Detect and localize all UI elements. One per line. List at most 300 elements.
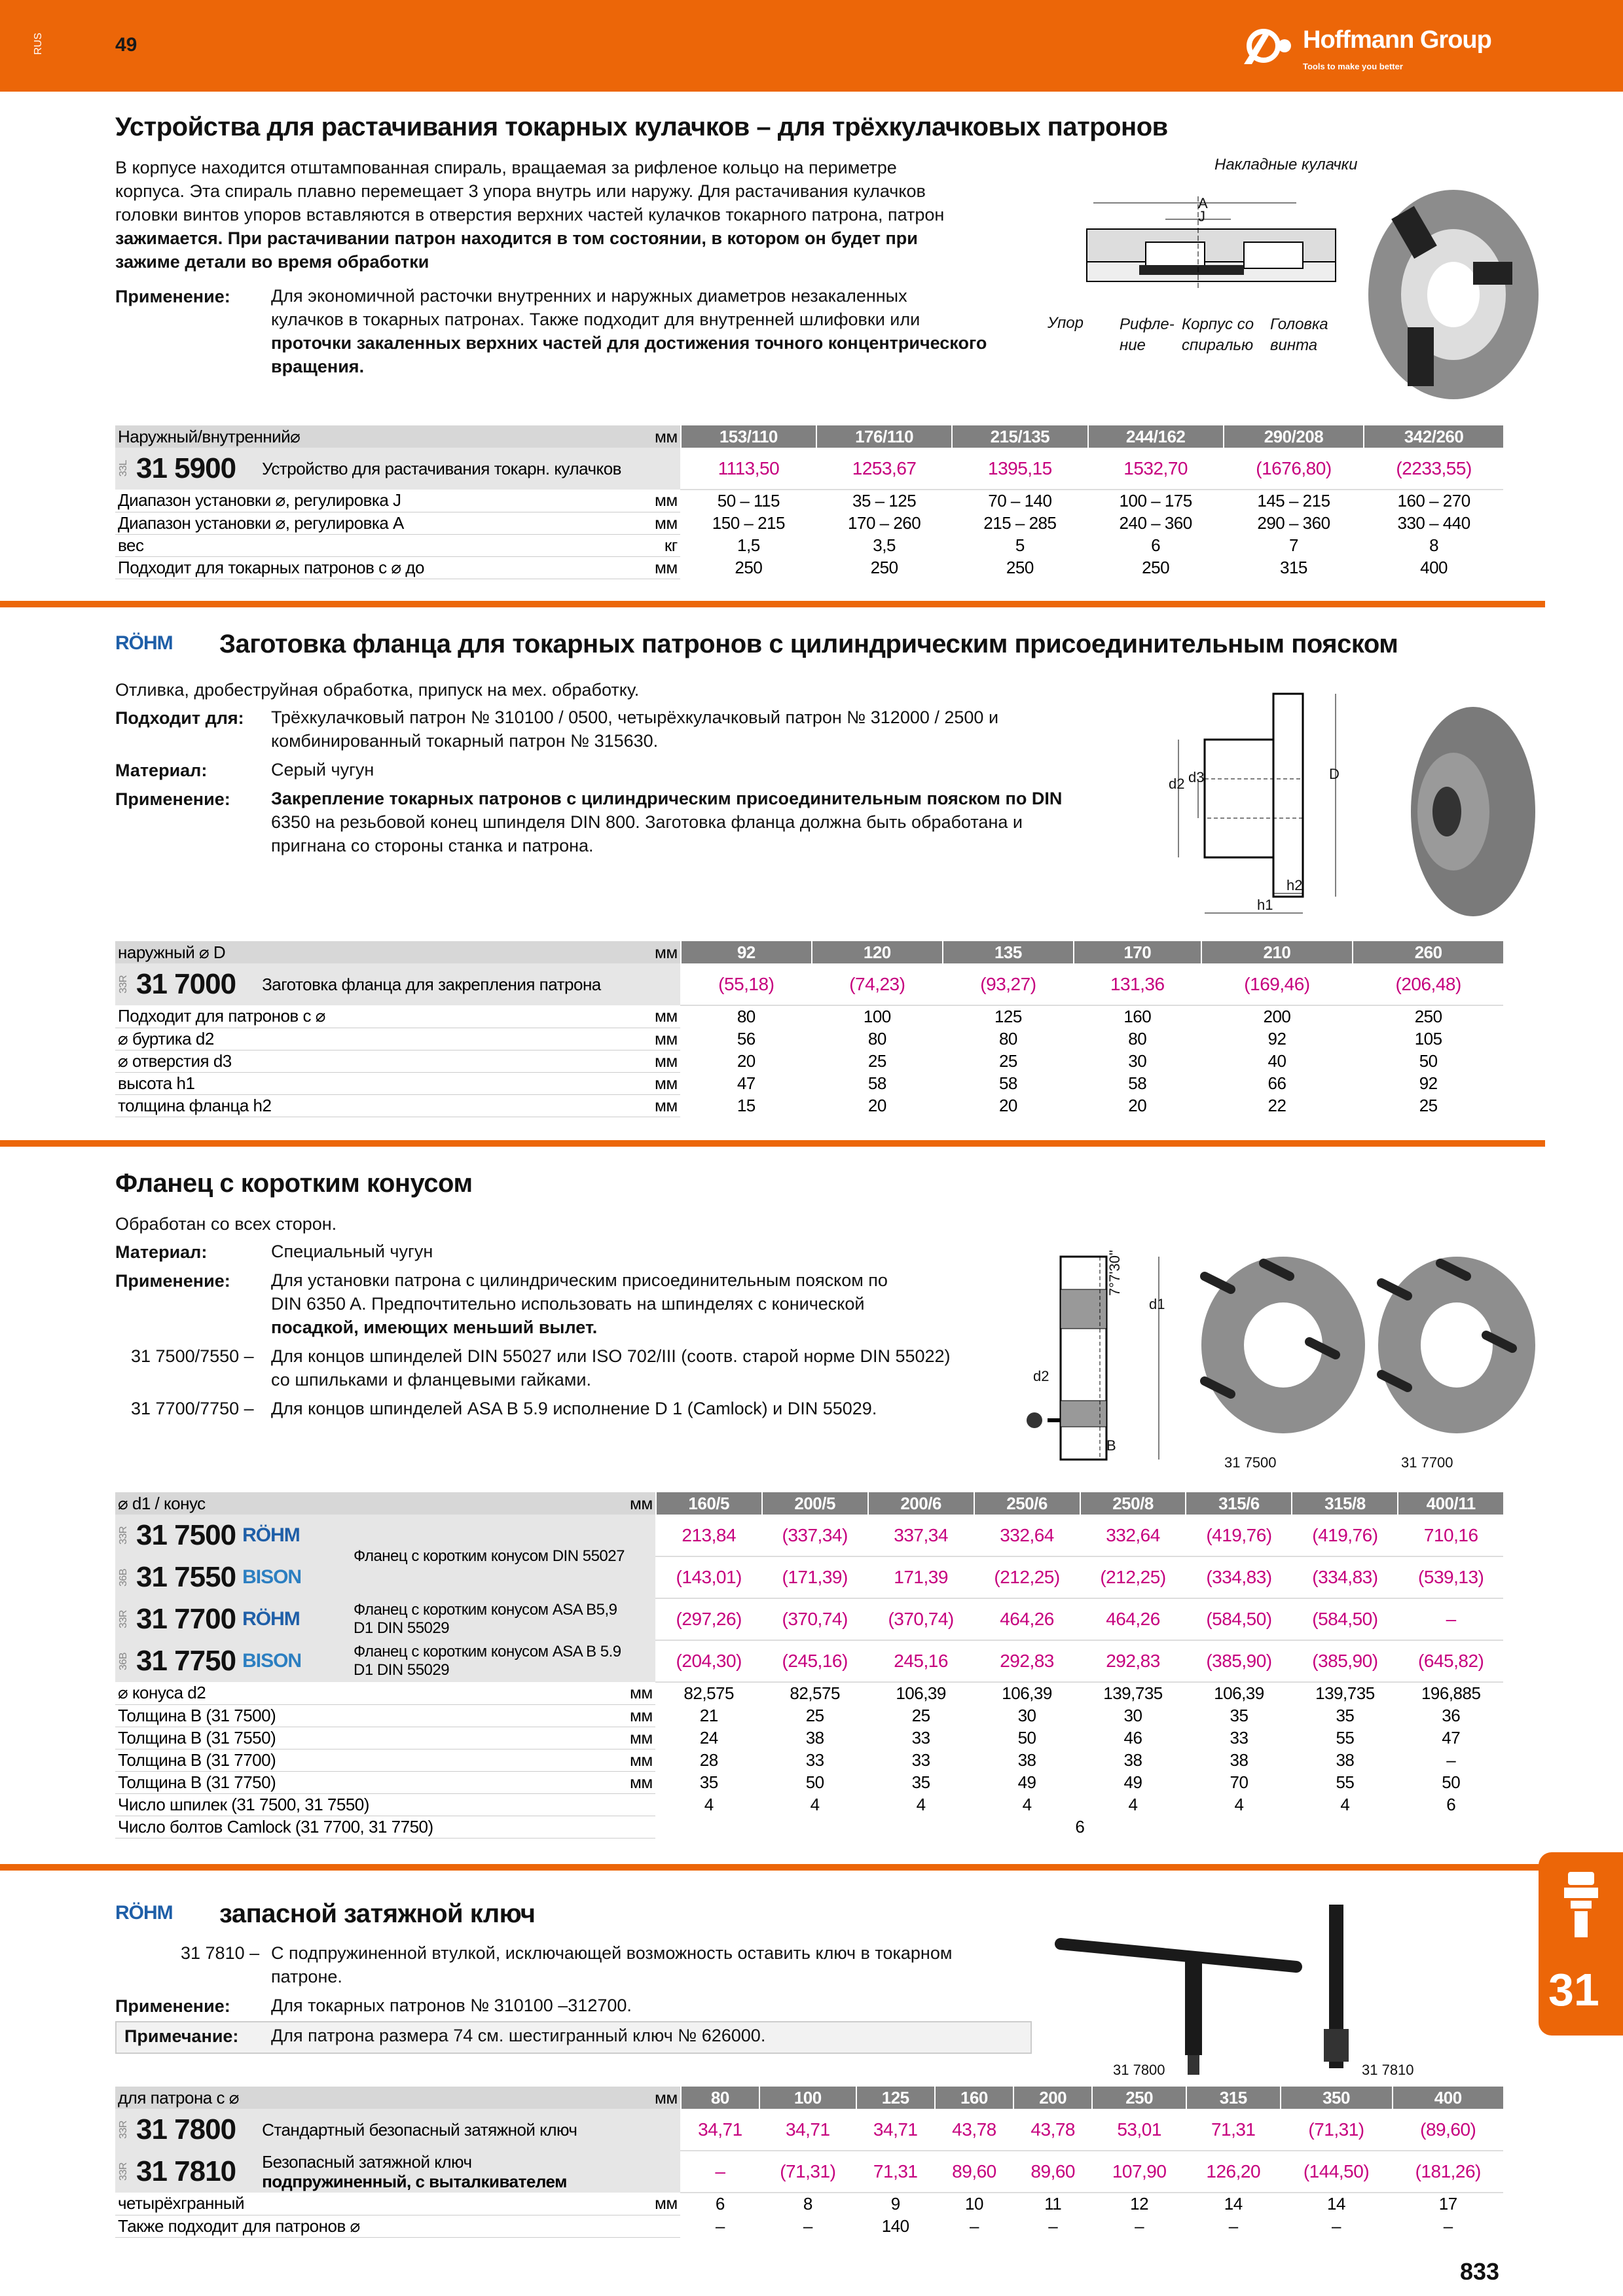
s3-article-7750[interactable] (115, 1640, 351, 1682)
cell: 70 (1186, 1771, 1292, 1793)
s2-col: 260 (1353, 941, 1503, 963)
cell: – (1281, 2215, 1393, 2237)
price-cell: 126,20 (1186, 2151, 1281, 2193)
cell: 139,735 (1292, 1682, 1398, 1704)
cell: 200 (1201, 1005, 1353, 1028)
cell: 25 (868, 1704, 974, 1727)
row-label: Толщина B (31 7550) (115, 1727, 627, 1749)
s2-line1: Отливка, дробеструйная обработка, припуск на мех. обработку. (115, 680, 640, 700)
row-unit: мм (652, 1028, 681, 1050)
hoffmann-logo-icon (1244, 26, 1296, 65)
s2-fits-line: Трёхкулачковый патрон № 310100 / 0500, четырёхкулачковый патрон № 312000 / 2500 и (271, 708, 999, 727)
price-cell: 332,64 (974, 1515, 1080, 1556)
chapter-number: 31 (1548, 1964, 1599, 2015)
s4-head-unit: мм (652, 2087, 681, 2109)
price-cell: 1532,70 (1088, 448, 1224, 490)
price-cell: (212,25) (974, 1556, 1080, 1598)
row-unit: мм (627, 1704, 656, 1727)
article-description: Фланец с коротким конусом ASA B 5.9 D1 DIN 55029 (351, 1640, 627, 1682)
row-unit (652, 2215, 681, 2237)
cell: 55 (1292, 1771, 1398, 1793)
fig-label-body-1: Корпус со (1182, 315, 1254, 333)
s3-line1: Обработан со всех сторон. (115, 1214, 337, 1234)
row-label: Толщина B (31 7700) (115, 1749, 627, 1771)
cell: 4 (1186, 1793, 1292, 1816)
cell: – (1393, 2215, 1504, 2237)
s2-app-text (271, 787, 1122, 857)
s3-col: 315/6 (1186, 1492, 1292, 1515)
article-description: Стандартный безопасный затяжной ключ (262, 2119, 577, 2140)
row-label: ⌀ конуса d2 (115, 1682, 627, 1704)
cell: 46 (1080, 1727, 1186, 1749)
unit-spacer (627, 1556, 656, 1598)
s3-col: 200/6 (868, 1492, 974, 1515)
s4-article-7800[interactable] (115, 2109, 681, 2151)
cell: 14 (1186, 2193, 1281, 2215)
cell: 100 (812, 1005, 943, 1028)
price-cell: (144,50) (1281, 2151, 1393, 2193)
cell: 82,575 (656, 1682, 762, 1704)
s2-material-label: Материал: (115, 761, 208, 780)
s3-app-line: посадкой, имеющих меньший вылет. (271, 1318, 598, 1337)
row-unit: мм (652, 556, 681, 579)
unit-spacer (627, 1640, 656, 1682)
cell: 4 (1080, 1793, 1186, 1816)
price-cell: (645,82) (1398, 1640, 1503, 1682)
caption-7800: 31 7800 (1113, 2062, 1165, 2078)
caption-7500: 31 7500 (1224, 1454, 1277, 1471)
price-cell: (385,90) (1186, 1640, 1292, 1682)
cell: 50 (1398, 1771, 1503, 1793)
cell: 35 (1186, 1704, 1292, 1727)
price-cell: 213,84 (656, 1515, 762, 1556)
s1-col: 215/135 (952, 425, 1087, 448)
s4-article-7810[interactable] (115, 2151, 681, 2193)
s3-note1-label: 31 7500/7550 – (131, 1346, 254, 1366)
row-label: Толщина B (31 7500) (115, 1704, 627, 1727)
price-cell: 34,71 (759, 2109, 856, 2151)
s4-remark-label: Примечание: (124, 2026, 239, 2046)
cell: 92 (1353, 1072, 1503, 1094)
s4-col: 200 (1013, 2087, 1092, 2109)
s3-head-unit: мм (627, 1492, 656, 1515)
cell: 21 (656, 1704, 762, 1727)
row-label: Подходит для патронов с ⌀ (115, 1005, 652, 1028)
cell: 92 (1201, 1028, 1353, 1050)
dim-d2: d2 (1169, 776, 1185, 792)
s3-note1-line: со шпильками и фланцевыми гайками. (271, 1370, 591, 1390)
s4-col: 100 (759, 2087, 856, 2109)
s3-material: Специальный чугун (271, 1242, 433, 1261)
cell: 145 – 215 (1224, 490, 1364, 512)
rohm-brand-logo: RÖHM (242, 1608, 300, 1630)
flange-7700-photo (1368, 1250, 1545, 1440)
price-cell: 131,36 (1074, 963, 1201, 1005)
cell: 250 (816, 556, 952, 579)
s4-note (271, 1941, 1057, 1988)
cell: 22 (1201, 1094, 1353, 1117)
s1-spec-table (115, 425, 1503, 579)
divider-2 (0, 1140, 1545, 1147)
cell: 250 (681, 556, 816, 579)
article-small-code: 36B (118, 1652, 129, 1670)
short-taper-flange-drawing (1008, 1250, 1185, 1466)
price-cell: (71,31) (1281, 2109, 1393, 2151)
cell: – (1092, 2215, 1186, 2237)
article-description: Фланец с коротким конусом DIN 55027 (351, 1515, 627, 1598)
row-label: Диапазон установки ⌀, регулировка A (115, 512, 652, 534)
article-number: 31 7550 (136, 1561, 236, 1593)
row-unit: мм (652, 1050, 681, 1072)
article-small-code: 33L (118, 460, 129, 477)
article-small-code: 33R (118, 2121, 129, 2139)
s4-remark: Для патрона размера 74 см. шестигранный ключ № 626000. (271, 2026, 766, 2045)
cell: 20 (812, 1094, 943, 1117)
price-cell: 337,34 (868, 1515, 974, 1556)
cell: 50 – 115 (681, 490, 816, 512)
cell: 139,735 (1080, 1682, 1186, 1704)
price-cell: – (681, 2151, 759, 2193)
price-cell: 43,78 (935, 2109, 1013, 2151)
cell: 38 (974, 1749, 1080, 1771)
cell: 80 (812, 1028, 943, 1050)
cell: 35 (1292, 1704, 1398, 1727)
row-unit: мм (652, 512, 681, 534)
price-cell: 107,90 (1092, 2151, 1186, 2193)
s1-col: 244/162 (1088, 425, 1224, 448)
row-label: ⌀ буртика d2 (115, 1028, 652, 1050)
price-cell: (206,48) (1353, 963, 1503, 1005)
s4-head-label: для патрона с ⌀ (115, 2087, 652, 2109)
rohm-brand-logo: RÖHM (242, 1524, 300, 1546)
price-cell: 332,64 (1080, 1515, 1186, 1556)
s3-article-7550[interactable] (115, 1556, 351, 1598)
price-cell: (2233,55) (1364, 448, 1503, 490)
s3-col: 250/8 (1080, 1492, 1186, 1515)
fig-label-top-jaws: Накладные кулачки (1214, 156, 1358, 173)
cell: 290 – 360 (1224, 512, 1364, 534)
dim-h1: h1 (1257, 897, 1273, 913)
chuck-icon (1561, 1872, 1601, 1944)
cell: 30 (1080, 1704, 1186, 1727)
unit-spacer (627, 1515, 656, 1556)
rohm-brand-logo: RÖHM (115, 632, 173, 654)
article-number: 31 7000 (136, 968, 236, 1000)
article-description-2: подпружиненный, с выталкивателем (262, 2172, 567, 2191)
fig-label-knurl-1: Рифле- (1120, 315, 1175, 333)
price-cell: 464,26 (1080, 1598, 1186, 1640)
cell: 30 (1074, 1050, 1201, 1072)
row-label: ⌀ отверстия d3 (115, 1050, 652, 1072)
row-label: Число болтов Camlock (31 7700, 31 7750) (115, 1816, 627, 1838)
s4-title: запасной затяжной ключ (219, 1899, 536, 1928)
fig-label-knurl-2: ние (1120, 336, 1146, 354)
row-unit: мм (652, 1072, 681, 1094)
fig-label-stop: Упор (1048, 314, 1084, 332)
s2-col: 135 (943, 941, 1074, 963)
s2-col: 210 (1201, 941, 1353, 963)
s3-col: 160/5 (656, 1492, 762, 1515)
chuck-key-7800-image (1054, 1911, 1303, 2081)
row-unit (627, 1816, 656, 1838)
fig-label-a: A (1198, 195, 1208, 211)
price-cell: 1395,15 (952, 448, 1087, 490)
price-cell: (181,26) (1393, 2151, 1504, 2193)
row-label: Диапазон установки ⌀, регулировка J (115, 490, 652, 512)
s4-note-line: С подпружиненной втулкой, исключающей возможность оставить ключ в токарном (271, 1943, 953, 1963)
row-label: Подходит для токарных патронов с ⌀ до (115, 556, 652, 579)
cell: 35 – 125 (816, 490, 952, 512)
price-cell: (297,26) (656, 1598, 762, 1640)
s2-col: 170 (1074, 941, 1201, 963)
caption-7700: 31 7700 (1401, 1454, 1453, 1471)
cell: 160 (1074, 1005, 1201, 1028)
price-cell: – (1398, 1598, 1503, 1640)
cell: 20 (681, 1050, 812, 1072)
cell: 33 (868, 1727, 974, 1749)
s2-fits-label: Подходит для: (115, 708, 244, 728)
price-cell: 43,78 (1013, 2109, 1092, 2151)
s1-col: 290/208 (1224, 425, 1364, 448)
fig-label-j: J (1198, 208, 1205, 224)
row-label: Толщина B (31 7750) (115, 1771, 627, 1793)
s3-spec-table (115, 1492, 1503, 1839)
bison-brand-logo: BISON (242, 1650, 302, 1672)
fig-label-screw (1270, 314, 1328, 356)
cell: 33 (868, 1749, 974, 1771)
price-cell: 292,83 (1080, 1640, 1186, 1682)
cell: 55 (1292, 1727, 1398, 1749)
s2-head-label: наружный ⌀ D (115, 941, 652, 963)
unit-spacer (627, 1598, 656, 1640)
cell: 315 (1224, 556, 1364, 579)
price-cell: (169,46) (1201, 963, 1353, 1005)
s4-app: Для токарных патронов № 310100 –312700. (271, 1996, 632, 2015)
row-label: четырёхгранный (115, 2193, 652, 2215)
cell: 33 (762, 1749, 868, 1771)
cell: 47 (1398, 1727, 1503, 1749)
cell: 12 (1092, 2193, 1186, 2215)
s3-note2-label: 31 7700/7750 – (131, 1399, 254, 1418)
cell: 106,39 (974, 1682, 1080, 1704)
fig-label-knurl (1120, 314, 1175, 356)
cell: 4 (868, 1793, 974, 1816)
rohm-brand-logo: RÖHM (115, 1902, 173, 1924)
dim-d2-flange: d2 (1033, 1368, 1049, 1384)
cell: 6 (1088, 534, 1224, 556)
cell: 4 (974, 1793, 1080, 1816)
dim-D: D (1329, 766, 1340, 782)
cell: 106,39 (1186, 1682, 1292, 1704)
article-small-code: 33R (118, 1610, 129, 1628)
s1-app-line: вращения. (271, 357, 365, 376)
price-cell: (370,74) (762, 1598, 868, 1640)
s1-article[interactable] (115, 448, 681, 490)
row-unit: мм (652, 1005, 681, 1028)
price-cell: 34,71 (681, 2109, 759, 2151)
cell: – (759, 2215, 856, 2237)
s3-title: Фланец с коротким конусом (115, 1169, 473, 1198)
cell: 1,5 (681, 534, 816, 556)
s2-app-line: пригнана со стороны станка и патрона. (271, 836, 594, 855)
s2-article[interactable] (115, 963, 681, 1005)
s3-app-label: Применение: (115, 1271, 230, 1291)
s2-head-unit: мм (652, 941, 681, 963)
cell: 250 (952, 556, 1087, 579)
s1-head-label: Наружный/внутренний⌀ (115, 425, 652, 448)
s1-app-line: кулачков в токарных патронах. Также подходит для внутренней шлифовки или (271, 310, 921, 329)
cell: 40 (1201, 1050, 1353, 1072)
s3-article-7700[interactable] (115, 1598, 351, 1640)
row-unit: мм (652, 1094, 681, 1117)
cell: 250 (1353, 1005, 1503, 1028)
dim-d1: d1 (1149, 1296, 1165, 1312)
row-unit: мм (627, 1727, 656, 1749)
s2-app-label: Применение: (115, 789, 230, 809)
row-unit: мм (627, 1771, 656, 1793)
cell: 30 (974, 1704, 1080, 1727)
s1-app-line: Для экономичной расточки внутренних и наружных диаметров незакаленных (271, 286, 907, 306)
s2-material: Серый чугун (271, 760, 374, 780)
cell: 125 (943, 1005, 1074, 1028)
cell: 50 (974, 1727, 1080, 1749)
cell: 170 – 260 (816, 512, 952, 534)
divider-3 (0, 1864, 1545, 1871)
article-number: 31 7810 (136, 2155, 236, 2187)
cell: 70 – 140 (952, 490, 1087, 512)
brand-logo (1244, 22, 1532, 81)
row-unit (627, 1793, 656, 1816)
fig-label-body-2: спиралью (1182, 336, 1254, 354)
cell: 80 (681, 1005, 812, 1028)
cell: 20 (1074, 1094, 1201, 1117)
s3-col: 200/5 (762, 1492, 868, 1515)
cell: 80 (943, 1028, 1074, 1050)
s3-col: 315/8 (1292, 1492, 1398, 1515)
s2-title: Заготовка фланца для токарных патронов с цилиндрическим присоединительным пояском (219, 630, 1398, 658)
s1-app-line: проточки закаленных верхних частей для достижения точного концентрического (271, 333, 987, 353)
row-label: высота h1 (115, 1072, 652, 1094)
price-cell: 53,01 (1092, 2109, 1186, 2151)
row-unit: мм (627, 1682, 656, 1704)
row-label: Также подходит для патронов ⌀ (115, 2215, 652, 2237)
cell: 33 (1186, 1727, 1292, 1749)
s4-note-label: 31 7810 – (181, 1943, 260, 1963)
s3-note1-line: Для концов шпинделей DIN 55027 или ISO 702/III (соотв. старой норме DIN 55022) (271, 1346, 951, 1366)
cell: 10 (935, 2193, 1013, 2215)
cell: 36 (1398, 1704, 1503, 1727)
cell: 7 (1224, 534, 1364, 556)
s1-col: 153/110 (681, 425, 816, 448)
s3-head-spacer (351, 1492, 627, 1515)
row-label: Число шпилек (31 7500, 31 7550) (115, 1793, 627, 1816)
cell: 56 (681, 1028, 812, 1050)
price-cell: (93,27) (943, 963, 1074, 1005)
article-small-code: 33R (118, 2162, 129, 2181)
price-cell: (584,50) (1292, 1598, 1398, 1640)
price-cell: (171,39) (762, 1556, 868, 1598)
price-cell: 171,39 (868, 1556, 974, 1598)
cell: 4 (762, 1793, 868, 1816)
s4-col: 160 (935, 2087, 1013, 2109)
dim-B: B (1106, 1437, 1116, 1454)
s3-article-7500[interactable] (115, 1515, 351, 1556)
s1-line: корпуса. Эта спираль плавно перемещает 3 упора внутрь или наружу. Для растачивания кулачков (115, 181, 926, 201)
price-cell: (584,50) (1186, 1598, 1292, 1640)
cell: 8 (1364, 534, 1503, 556)
flange-7500-photo (1192, 1250, 1375, 1440)
language-tag: RUS (33, 33, 44, 55)
s1-line: зажимается. При растачивании патрон находится в том состоянии, в котором он будет при (115, 228, 918, 248)
cell: 82,575 (762, 1682, 868, 1704)
price-cell: (74,23) (812, 963, 943, 1005)
cell: 58 (812, 1072, 943, 1094)
flange-blank-drawing (1165, 681, 1381, 923)
price-cell: (370,74) (868, 1598, 974, 1640)
cell: 150 – 215 (681, 512, 816, 534)
cell: 100 – 175 (1088, 490, 1224, 512)
s4-spec-table (115, 2087, 1503, 2238)
s2-app-line: 6350 на резьбовой конец шпинделя DIN 800. Заготовка фланца должна быть обработана и (271, 812, 1023, 832)
s1-title: Устройства для растачивания токарных кулачков – для трёхкулачковых патронов (115, 113, 1168, 141)
cell: 160 – 270 (1364, 490, 1503, 512)
cell: 38 (762, 1727, 868, 1749)
article-description: Устройство для растачивания токарн. кулачков (262, 458, 621, 478)
dim-h2: h2 (1286, 877, 1303, 893)
boring-device-photo (1342, 183, 1539, 406)
price-cell: 292,83 (974, 1640, 1080, 1682)
s2-fits-line: комбинированный токарный патрон № 315630. (271, 731, 659, 751)
price-cell: 34,71 (856, 2109, 935, 2151)
cell: 35 (656, 1771, 762, 1793)
s4-col: 125 (856, 2087, 935, 2109)
cell: 50 (1353, 1050, 1503, 1072)
brand-name: Hoffmann Group (1303, 26, 1491, 54)
article-small-code: 36B (118, 1568, 129, 1587)
s1-line: зажиме детали во время обработки (115, 252, 429, 272)
article-number: 31 7700 (136, 1603, 236, 1635)
cell: 20 (943, 1094, 1074, 1117)
s3-app-line: DIN 6350 A. Предпочтительно использовать на шпинделях с конической (271, 1294, 865, 1314)
cell: 400 (1364, 556, 1503, 579)
article-number: 31 5900 (136, 452, 236, 484)
s2-col: 92 (681, 941, 812, 963)
price-cell: 89,60 (1013, 2151, 1092, 2193)
s3-material-label: Материал: (115, 1242, 208, 1262)
s4-col: 315 (1186, 2087, 1281, 2109)
s1-description (115, 156, 999, 274)
s4-col: 400 (1393, 2087, 1504, 2109)
cell: 49 (974, 1771, 1080, 1793)
cell: 6 (1398, 1793, 1503, 1816)
price-cell: (539,13) (1398, 1556, 1503, 1598)
row-label: толщина фланца h2 (115, 1094, 652, 1117)
article-description: Безопасный затяжной ключ (262, 2152, 472, 2172)
cell: 58 (1074, 1072, 1201, 1094)
article-small-code: 33R (118, 1526, 129, 1545)
cell: – (1398, 1749, 1503, 1771)
fig-label-screw-2: винта (1270, 336, 1318, 354)
s1-app-label: Применение: (115, 287, 230, 306)
cell: 25 (812, 1050, 943, 1072)
article-number: 31 7750 (136, 1645, 236, 1677)
s1-app-text (271, 284, 1044, 378)
article-number: 31 7800 (136, 2113, 236, 2145)
cell: 38 (1080, 1749, 1186, 1771)
price-cell: (419,76) (1292, 1515, 1398, 1556)
s1-col: 176/110 (816, 425, 952, 448)
row-unit: мм (627, 1749, 656, 1771)
